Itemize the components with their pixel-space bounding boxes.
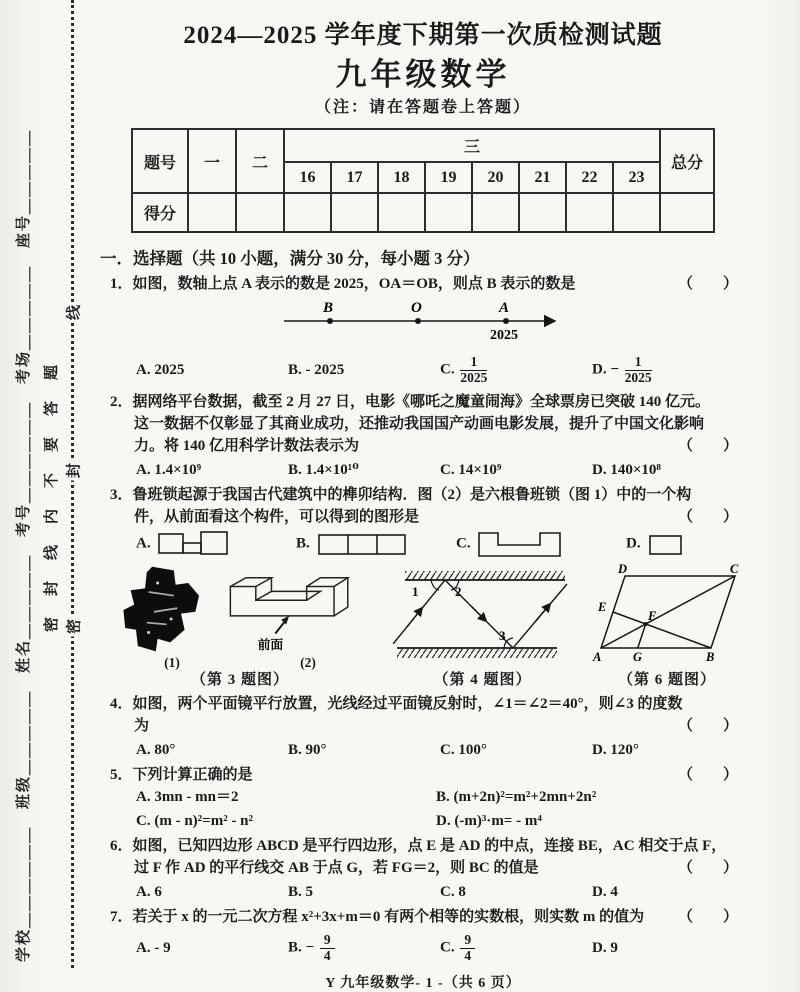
- option-b: [296, 530, 456, 558]
- fraction-numerator: 1: [625, 355, 652, 371]
- score-table-sub-21: 21: [519, 162, 566, 193]
- question-2-options: [136, 459, 748, 481]
- seal-line-char-feng: 封: [61, 461, 86, 481]
- score-table-col-one: 一: [188, 129, 236, 193]
- option-d-label: D.: [626, 535, 641, 552]
- question-2-line2: 这一数据不仅彰显了其商业成功，还推动我国国产动画电影发展，提升了中国文化影响: [134, 416, 705, 432]
- question-3-options: [136, 530, 748, 558]
- option-c-label: C.: [440, 361, 455, 378]
- point-a-label: A: [499, 300, 510, 316]
- option-b: B. 90°: [288, 742, 327, 758]
- shape-option-d: [648, 530, 684, 558]
- front-face-label: 前面: [257, 638, 284, 653]
- score-table-sub-17: 17: [331, 162, 378, 193]
- question-3-line1: 3．鲁班锁起源于我国古代建筑中的榫卯结构．图（2）是六根鲁班锁（图 1）中的一个构: [110, 487, 692, 503]
- question-5-options: [136, 786, 748, 832]
- figure-2-caption: (2): [300, 655, 316, 670]
- option-b: [288, 933, 440, 963]
- score-table-sub-19: 19: [425, 162, 472, 193]
- question-2: [98, 391, 748, 481]
- option-a: A. - 9: [136, 940, 171, 956]
- question-4-options: [136, 739, 748, 761]
- option-b: B. (m+2n)²=m²+2mn+2n²: [436, 789, 597, 805]
- question-5-line1-text: 5．下列计算正确的是: [110, 767, 253, 783]
- question-3-line2-text: 件，从前面看这个构件，可以得到的图形是: [134, 509, 420, 525]
- score-cell: [425, 193, 472, 232]
- seal-dotted-line: [71, 0, 74, 968]
- fraction-numerator: 9: [460, 933, 475, 949]
- score-table-score-label: 得分: [132, 193, 188, 232]
- luban-lock-figure: [119, 565, 207, 655]
- score-cell: [331, 193, 378, 232]
- figure-caption-q4: （第 4 题图）: [433, 672, 532, 688]
- answer-blank: （ ）: [677, 909, 738, 925]
- option-d: D. 120°: [592, 742, 639, 758]
- section-heading: 一．选择题（共 10 小题，满分 30 分，每小题 3 分）: [100, 249, 480, 268]
- sidebar-fields: 学校＿＿＿＿＿＿ 班级＿＿＿＿＿ 姓名＿＿＿＿＿ 考号＿＿＿＿＿＿ 考场＿＿＿＿＿ 座号＿＿＿＿＿: [16, 128, 32, 962]
- score-table: [131, 128, 715, 233]
- parallelogram-figure: [591, 562, 743, 664]
- question-1-text: [98, 273, 748, 295]
- option-c: C. (m - n)²=m² - n²: [136, 813, 254, 829]
- score-table-col-two: 二: [236, 129, 284, 193]
- angle-1-label: 1: [411, 584, 418, 599]
- option-a: [136, 530, 296, 558]
- question-6-line2: [98, 857, 748, 879]
- fraction-denominator: 2025: [624, 369, 652, 385]
- score-table-sub-23: 23: [613, 162, 660, 193]
- option-d-label: D. −: [592, 361, 619, 378]
- number-line-svg: [278, 297, 568, 343]
- option-c: [440, 933, 592, 963]
- option-a: A. 2025: [136, 362, 185, 378]
- figure-group-q6: [589, 562, 745, 690]
- figure-caption-q3: （第 3 题图）: [190, 672, 289, 688]
- question-7: [98, 906, 748, 966]
- figure-pair: [104, 565, 376, 655]
- footer-page-label: Y 九年级数学- 1 -（共 6 页）: [325, 976, 521, 991]
- question-figures: [104, 562, 748, 690]
- figure-group-q4: [390, 564, 575, 690]
- score-table-col-total: 总分: [660, 129, 714, 193]
- fraction-numerator: 9: [320, 933, 335, 949]
- question-5: [98, 764, 748, 832]
- score-table-row-label: 题号: [132, 129, 188, 193]
- question-4-line2-text: 为: [134, 718, 150, 734]
- fraction-denominator: 4: [323, 947, 331, 963]
- shape-option-b: [318, 530, 408, 558]
- figure-group-q3: [104, 565, 376, 690]
- option-d-fraction: [625, 355, 652, 385]
- question-3-line2: [98, 506, 748, 528]
- angle-3-label: 3: [498, 628, 505, 643]
- vertex-b-label: B: [706, 650, 715, 664]
- exam-subtitle: 九年级数学: [335, 57, 511, 92]
- fraction-denominator: 4: [464, 947, 472, 963]
- figure-number-line: [278, 297, 748, 350]
- shape-option-c: [478, 530, 562, 558]
- score-table-sub-16: 16: [284, 162, 331, 193]
- option-c: [440, 355, 592, 385]
- option-d: D. 4: [592, 884, 618, 900]
- shape-option-a: [158, 530, 228, 558]
- option-d: D. 9: [592, 940, 618, 956]
- score-table-sub-22: 22: [566, 162, 613, 193]
- option-c-label: C.: [456, 535, 471, 552]
- seal-line-char-mi: 密: [61, 617, 86, 637]
- answer-blank: （ ）: [677, 860, 738, 876]
- answer-blank: （ ）: [677, 276, 738, 292]
- option-d: [592, 355, 748, 385]
- option-a-label: A.: [136, 535, 151, 552]
- option-c: C. 100°: [440, 742, 487, 758]
- figure-1-caption: (1): [164, 655, 180, 670]
- score-cell: [378, 193, 425, 232]
- score-cell: [236, 193, 284, 232]
- option-b: B. - 2025: [288, 362, 345, 378]
- option-b-fraction: [320, 933, 335, 963]
- seal-warning-text: 密封线内不要答题: [44, 343, 60, 632]
- seal-sidebar: [0, 0, 96, 968]
- question-6-line2-text: 过 F 作 AD 的平行线交 AB 于点 G，若 FG＝2，则 BC 的值是: [134, 860, 539, 876]
- vertex-c-label: C: [730, 562, 739, 576]
- exam-title: 2024—2025 学年度下期第一次质检测试题: [183, 22, 663, 49]
- score-cell: [188, 193, 236, 232]
- answer-blank: （ ）: [677, 509, 738, 525]
- option-c: C. 14×10⁹: [440, 462, 502, 478]
- option-c-fraction: [460, 355, 487, 385]
- vertex-d-label: D: [618, 562, 628, 576]
- score-cell: [660, 193, 714, 232]
- option-b-label: B. −: [288, 939, 315, 956]
- question-7-line1-text: 7．若关于 x 的一元二次方程 x²+3x+m＝0 有两个相等的实数根，则实数 m 的值为: [110, 909, 645, 925]
- point-o-label: O: [411, 300, 422, 316]
- point-g-label: G: [633, 650, 643, 664]
- option-b: B. 1.4×10¹⁰: [288, 462, 359, 478]
- score-table-sub-18: 18: [378, 162, 425, 193]
- question-4-line2: [98, 715, 748, 737]
- score-cell: [519, 193, 566, 232]
- component-block-figure: [223, 565, 361, 655]
- question-4-line1: 4．如图，两个平面镜平行放置，光线经过平面镜反射时，∠1＝∠2＝40°，则∠3 的度数: [110, 696, 683, 712]
- fraction-denominator: 2025: [460, 369, 488, 385]
- question-2-line1: 2．据网络平台数据，截至 2 月 27 日，电影《哪吒之魔童闹海》全球票房已突破 140 亿元。: [110, 394, 711, 410]
- question-1-line1: 1．如图，数轴上点 A 表示的数是 2025，OA＝OB，则点 B 表示的数是: [110, 276, 576, 292]
- question-2-line3: [98, 435, 748, 457]
- question-6-options: [136, 881, 748, 903]
- option-c: C. 8: [440, 884, 466, 900]
- option-a: A. 1.4×10⁹: [136, 462, 202, 478]
- question-4: [98, 693, 748, 761]
- question-1: [98, 273, 748, 388]
- answer-blank: （ ）: [677, 438, 738, 454]
- question-6: [98, 835, 748, 903]
- question-7-line1: [98, 906, 748, 928]
- option-b: B. 5: [288, 884, 314, 900]
- option-d: D. (-m)³·m= - m⁴: [436, 813, 542, 829]
- option-c-fraction: [460, 933, 475, 963]
- point-e-label: E: [598, 600, 607, 614]
- exam-note: （注：请在答题卷上答题）: [314, 99, 531, 116]
- score-table-col-three: 三: [284, 129, 660, 162]
- score-table-sub-20: 20: [472, 162, 519, 193]
- answer-blank: （ ）: [677, 718, 738, 734]
- question-2-line3-text: 力。将 140 亿用科学计数法表示为: [134, 438, 360, 454]
- question-5-line1: [98, 764, 748, 786]
- seal-line-char-xian: 线: [61, 303, 86, 323]
- question-3: [98, 484, 748, 690]
- score-cell: [472, 193, 519, 232]
- angle-2-label: 2: [454, 584, 461, 599]
- question-1-options: [136, 352, 748, 388]
- option-a: A. 6: [136, 884, 162, 900]
- question-7-options: [136, 930, 748, 966]
- score-cell: [284, 193, 331, 232]
- point-a-value: 2025: [490, 328, 518, 343]
- score-cell: [613, 193, 660, 232]
- option-c-label: C.: [440, 939, 455, 956]
- answer-blank: （ ）: [677, 767, 738, 783]
- option-d: [626, 530, 748, 558]
- exam-header: [98, 0, 748, 120]
- fraction-numerator: 1: [460, 355, 487, 371]
- option-a: A. 3mn - mn＝2: [136, 789, 239, 805]
- mirrors-figure: [393, 564, 573, 664]
- score-cell: [566, 193, 613, 232]
- question-6-line1: 6．如图，已知四边形 ABCD 是平行四边形，点 E 是 AD 的中点，连接 BE，AC 相交于点 F，: [110, 838, 727, 854]
- figure-subcaptions: [104, 655, 376, 671]
- option-a: A. 80°: [136, 742, 176, 758]
- option-b-label: B.: [296, 535, 310, 552]
- figure-caption-q6: （第 6 题图）: [617, 672, 716, 688]
- point-f-label: F: [648, 609, 657, 623]
- exam-page: [98, 0, 748, 992]
- point-b-label: B: [323, 300, 334, 316]
- option-d: D. 140×10⁸: [592, 462, 661, 478]
- vertex-a-label: A: [593, 650, 602, 664]
- option-c: [456, 530, 626, 558]
